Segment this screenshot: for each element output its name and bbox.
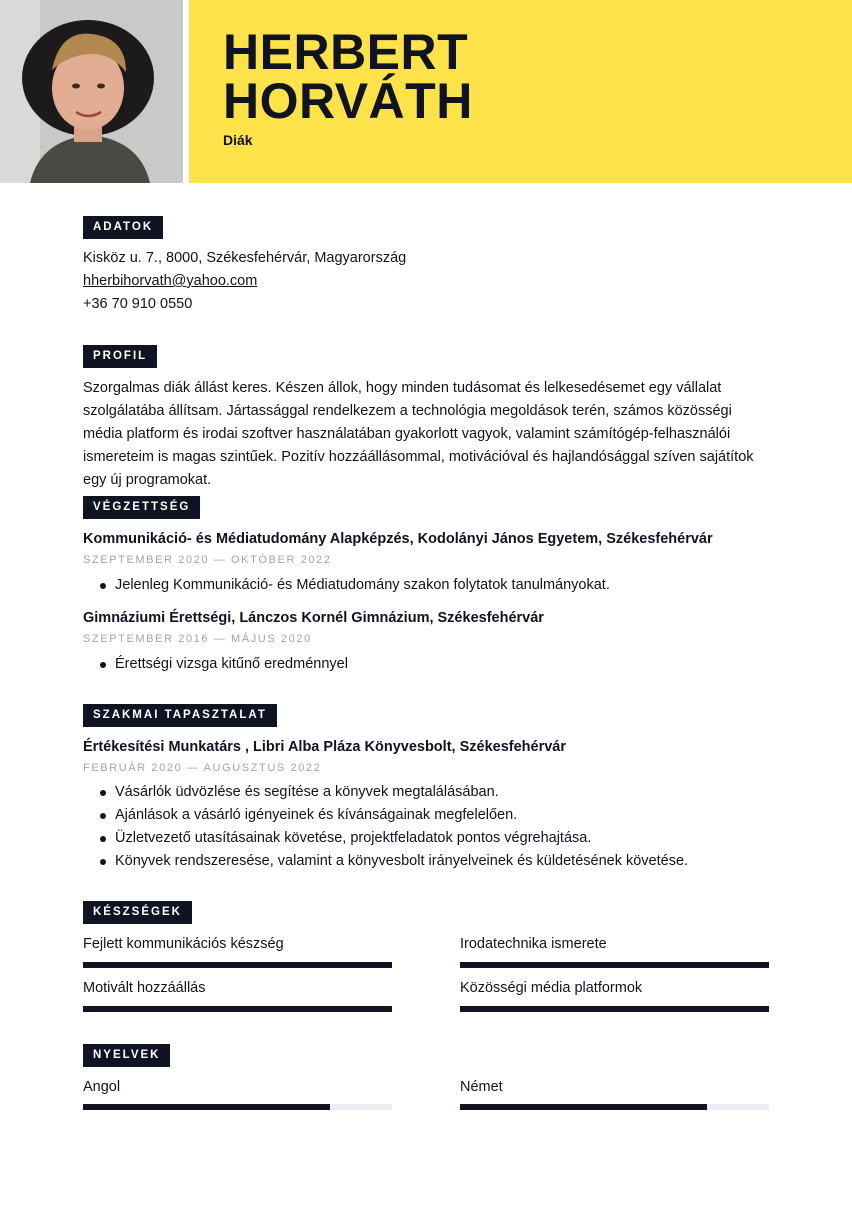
skill-level-fill (460, 962, 769, 968)
profile-summary: Szorgalmas diák állást keres. Készen állok, hogy minden tudásomat és lelkesedésemet egy vállalat szolgálatába állítsam. Jártassággal rendelkezem a technológia megoldások terén, számos közösségi média platform és irodai szoftver használatában gyakorlott vagyok, valamint számítógép-felhasználói ismereteim is magas szintűek. Pozitív hozzáállásommal, motivációval és hajlandósággal szíven sajátítok egy új programokat. (83, 380, 754, 488)
skill-label: Fejlett kommunikációs készség (83, 936, 284, 952)
bullet-icon (100, 859, 106, 865)
full-name (223, 24, 473, 129)
section-heading-profil: PROFIL (83, 345, 157, 368)
list-item (100, 807, 517, 823)
profile-photo (0, 0, 183, 183)
skill-level-fill (460, 1006, 769, 1012)
section-heading-nyelvek: NYELVEK (83, 1044, 170, 1067)
experience-title: Értékesítési Munkatárs , Libri Alba Pláza Könyvesbolt, Székesfehérvár (83, 739, 566, 755)
avatar (0, 0, 183, 183)
skill-level-fill (83, 962, 392, 968)
language-level-fill (460, 1104, 707, 1110)
section-heading-vegzettseg: VÉGZETTSÉG (83, 496, 200, 519)
education-title: Gimnáziumi Érettségi, Lánczos Kornél Gimnázium, Székesfehérvár (83, 610, 544, 626)
skill-level-fill (83, 1006, 392, 1012)
job-title: Diák (223, 132, 253, 148)
skill-label: Közösségi média platformok (460, 980, 643, 996)
language-label: Angol (83, 1079, 121, 1095)
bullet-icon (100, 662, 106, 668)
language-label: Német (460, 1079, 503, 1095)
section-heading-tapasztalat: SZAKMAI TAPASZTALAT (83, 704, 277, 727)
email-link[interactable]: hherbihorvath@yahoo.com (83, 273, 258, 289)
skill-level-bar (83, 1006, 392, 1012)
language-level-fill (83, 1104, 330, 1110)
list-item-text: Könyvek rendszeresése, valamint a könyvesbolt irányelveinek és küldetésének követése. (115, 853, 689, 869)
phone: +36 70 910 0550 (83, 296, 193, 312)
list-item-text: Érettségi vizsga kitűnő eredménnyel (115, 656, 348, 672)
bullet-icon (100, 583, 106, 589)
list-item (100, 577, 610, 593)
first-name: HERBERT (223, 24, 469, 80)
list-item-text: Jelenleg Kommunikáció- és Médiatudomány szakon folytatok tanulmányokat. (115, 577, 610, 593)
education-date: SZEPTEMBER 2020 — OKTÓBER 2022 (83, 554, 332, 566)
section-heading-keszsegek: KÉSZSÉGEK (83, 901, 192, 924)
address: Kisköz u. 7., 8000, Székesfehérvár, Magyarország (83, 250, 407, 266)
list-item (100, 830, 591, 846)
skill-level-bar (83, 962, 392, 968)
education-title: Kommunikáció- és Médiatudomány Alapképzés, Kodolányi János Egyetem, Székesfehérvár (83, 531, 713, 547)
list-item-text: Vásárlók üdvözlése és segítése a könyvek megtalálásában. (115, 784, 499, 800)
bullet-icon (100, 813, 106, 819)
language-level-bar (460, 1104, 769, 1110)
skill-label: Motivált hozzáállás (83, 980, 206, 996)
skill-level-bar (460, 962, 769, 968)
bullet-icon (100, 790, 106, 796)
list-item (100, 853, 688, 869)
list-item (100, 656, 348, 672)
list-item (100, 784, 499, 800)
skill-label: Irodatechnika ismerete (460, 936, 607, 952)
list-item-text: Ajánlások a vásárló igényeinek és kívánságainak megfelelően. (115, 807, 518, 823)
experience-date: FEBRUÁR 2020 — AUGUSZTUS 2022 (83, 762, 322, 774)
language-level-bar (83, 1104, 392, 1110)
skill-level-bar (460, 1006, 769, 1012)
last-name: HORVÁTH (223, 73, 473, 129)
bullet-icon (100, 836, 106, 842)
list-item-text: Üzletvezető utasításainak követése, projektfeladatok pontos végrehajtása. (115, 830, 592, 846)
section-heading-adatok: ADATOK (83, 216, 163, 239)
education-date: SZEPTEMBER 2016 — MÁJUS 2020 (83, 633, 312, 645)
